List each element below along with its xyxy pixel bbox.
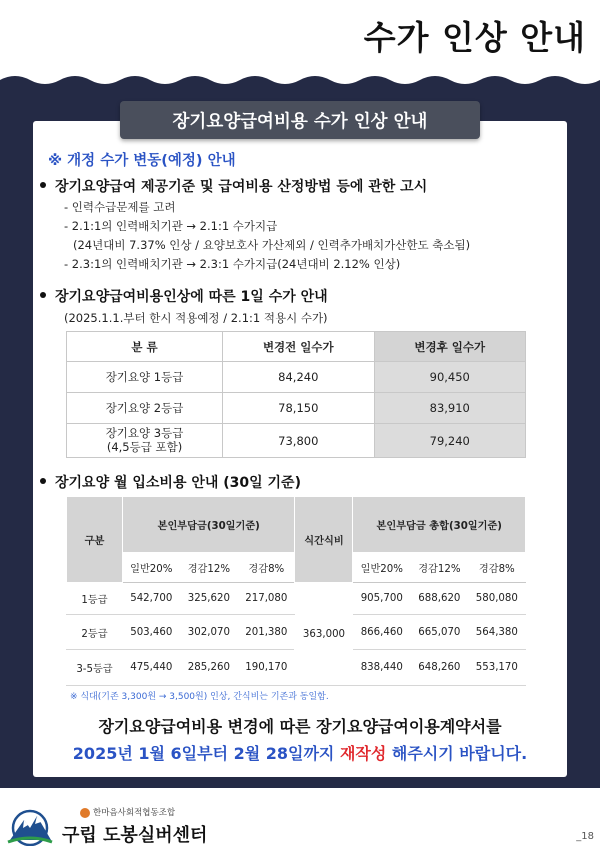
cooperative-name: 한마음사회적협동조합 [80, 806, 175, 818]
page-title: 수가 인상 안내 [363, 18, 586, 57]
table-row [67, 424, 526, 458]
page-number: _18 [576, 831, 594, 842]
table-row [67, 393, 526, 424]
before-fee: 84,240 [223, 362, 374, 393]
after-fee: 90,450 [374, 362, 525, 393]
before-fee: 78,150 [223, 393, 374, 424]
table-header: 구분 [67, 497, 123, 583]
self-pay-cell: 302,070 [180, 615, 238, 650]
bullet-icon [40, 478, 46, 484]
cooperative-logo-icon [80, 808, 90, 818]
table-header-row [67, 497, 526, 553]
grade-label: 장기요양 2등급 [67, 393, 223, 424]
before-fee: 73,800 [223, 424, 374, 458]
self-pay-cell: 190,170 [238, 650, 295, 686]
table-subheader: 경감8% [468, 553, 525, 583]
total-cell: 838,440 [353, 650, 411, 686]
closing-line-1: 장기요양급여비용 변경에 따른 장기요양급여이용계약서를 [98, 717, 502, 736]
self-pay-cell: 285,260 [180, 650, 238, 686]
grade-label: 장기요양 1등급 [67, 362, 223, 393]
monthly-fee-table [66, 496, 526, 686]
after-fee: 79,240 [374, 424, 525, 458]
table-row [67, 362, 526, 393]
meal-cost-cell: 363,000 [295, 583, 353, 686]
table-subheader: 경감8% [238, 553, 295, 583]
grade-label: 2등급 [67, 615, 123, 650]
total-cell: 905,700 [353, 583, 411, 615]
self-pay-cell: 542,700 [123, 583, 181, 615]
table-header: 변경전 일수가 [223, 332, 374, 362]
table-header: 변경후 일수가 [374, 332, 525, 362]
total-cell: 665,070 [411, 615, 469, 650]
total-cell: 866,460 [353, 615, 411, 650]
total-cell: 553,170 [468, 650, 525, 686]
table-header: 식간식비 [295, 497, 353, 583]
grade-label: 장기요양 3등급 (4,5등급 포함) [67, 424, 223, 458]
rewrite-emphasis: 재작성 [339, 744, 387, 763]
self-pay-cell: 503,460 [123, 615, 181, 650]
self-pay-cell: 475,440 [123, 650, 181, 686]
bullet-icon [40, 182, 46, 188]
total-cell: 564,380 [468, 615, 525, 650]
after-fee: 83,910 [374, 393, 525, 424]
grade-label: 1등급 [67, 583, 123, 615]
total-cell: 688,620 [411, 583, 469, 615]
section-banner: 장기요양급여비용 수가 인상 안내 [120, 101, 480, 139]
table-subheader: 경감12% [411, 553, 469, 583]
section1-line: (24년대비 7.37% 인상 / 요양보호사 가산제외 / 인력추가배치가산한도 축소됨) [73, 238, 471, 252]
table-subheader: 일반20% [123, 553, 181, 583]
grade-label: 3-5등급 [67, 650, 123, 686]
notice-title: ※ 개정 수가 변동(예정) 안내 [48, 153, 236, 169]
bullet-icon [40, 292, 46, 298]
table-header: 분 류 [67, 332, 223, 362]
daily-fee-table [66, 331, 526, 458]
section1-line: - 인력수급문제를 고려 [64, 200, 176, 214]
table-subheader: 경감12% [180, 553, 238, 583]
section3-heading: 장기요양 월 입소비용 안내 (30일 기준) [40, 472, 301, 492]
self-pay-cell: 201,380 [238, 615, 295, 650]
section2-heading: 장기요양급여비용인상에 따른 1일 수가 안내 [40, 286, 328, 306]
center-name: 구립 도봉실버센터 [62, 825, 208, 846]
section1-heading: 장기요양급여 제공기준 및 급여비용 산정방법 등에 관한 고시 [40, 176, 427, 196]
table-header: 본인부담금 총합(30일기준) [353, 497, 526, 553]
table-header: 본인부담금(30일기준) [123, 497, 295, 553]
total-cell: 580,080 [468, 583, 525, 615]
total-cell: 648,260 [411, 650, 469, 686]
self-pay-cell: 325,620 [180, 583, 238, 615]
table-row [67, 583, 526, 615]
self-pay-cell: 217,080 [238, 583, 295, 615]
mountain-logo-icon [4, 806, 56, 846]
section1-line: - 2.3:1의 인력배치기관 → 2.3:1 수가지급(24년대비 2.12% 인상) [64, 257, 401, 271]
meal-footnote: ※ 식대(기존 3,300원 → 3,500원) 인상, 간식비는 기존과 동일함. [70, 692, 329, 702]
section1-line: - 2.1:1의 인력배치기관 → 2.1:1 수가지급 [64, 219, 278, 233]
table-subheader: 일반20% [353, 553, 411, 583]
closing-line-2: 2025년 1월 6일부터 2월 28일까지 재작성 해주시기 바랍니다. [72, 744, 528, 763]
table-header-row [67, 332, 526, 362]
section2-note: (2025.1.1.부터 한시 적용예정 / 2.1:1 적용시 수가) [64, 311, 328, 325]
